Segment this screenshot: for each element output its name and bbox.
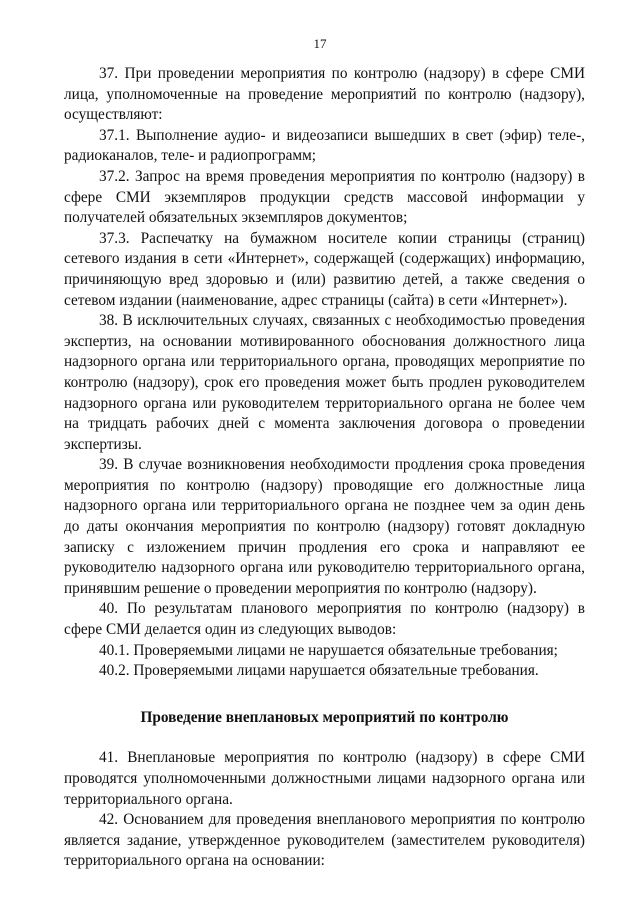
paragraph-37-2: 37.2. Запрос на время проведения мероприятия по контролю (надзору) в сфере СМИ экземпляров продукции средств массовой информации у получателей обязательных экземпляров документов;	[64, 167, 585, 227]
document-body	[64, 64, 585, 872]
page-number: 17	[313, 36, 327, 51]
paragraph-40-1: 40.1. Проверяемыми лицами не нарушается обязательные требования;	[99, 641, 558, 659]
paragraph-42: 42. Основанием для проведения внепланового мероприятия по контролю является задание, утвержденное руководителем (заместителем руководителя) территориального органа на основании:	[64, 811, 585, 870]
paragraph-39: 39. В случае возникновения необходимости продления срока проведения мероприятия по контролю (надзору) проводящие его должностные лица надзорного органа или территориального органа не позднее чем за один день до даты окончания мероприятия по контролю (надзору) готовят докладную записку с изложением причин продления его срока и направляют ее руководителю надзорного органа или руководителю территориального органа, принявшим решение о проведении мероприятия по контролю (надзору).	[64, 456, 585, 597]
paragraph-37-1: 37.1. Выполнение аудио- и видеозаписи вышедших в свет (эфир) теле-, радиоканалов, теле- и радиопрограмм;	[64, 126, 585, 165]
paragraph-40-2: 40.2. Проверяемыми лицами нарушается обязательные требования.	[99, 662, 539, 680]
paragraph-40: 40. По результатам планового мероприятия по контролю (надзору) в сфере СМИ делается один из следующих выводов:	[64, 600, 585, 639]
paragraph-37-3: 37.3. Распечатку на бумажном носителе копии страницы (страниц) сетевого издания в сети «Интернет», содержащей (содержащих) информацию, причиняющую вред здоровью и (или) развитию детей, а также сведения о сетевом издании (наименование, адрес страницы (сайта) в сети «Интернет»).	[64, 229, 585, 309]
paragraph-37: 37. При проведении мероприятия по контролю (надзору) в сфере СМИ лица, уполномоченные на проведение мероприятий по контролю (надзору), осуществляют:	[64, 65, 585, 124]
paragraph-38: 38. В исключительных случаях, связанных с необходимостью проведения экспертиз, на основании мотивированного обоснования должностного лица надзорного органа или территориального органа, проводящих мероприятие по контролю (надзору), срок его проведения может быть продлен руководителем надзорного органа или руководителем территориального органа не более чем на тридцать рабочих дней с момента заключения договора о проведении экспертизы.	[64, 312, 585, 453]
section-heading: Проведение внеплановых мероприятий по контролю	[140, 708, 509, 726]
paragraph-41: 41. Внеплановые мероприятия по контролю (надзору) в сфере СМИ проводятся уполномоченными должностными лицами надзорного органа или территориального органа.	[64, 749, 585, 808]
